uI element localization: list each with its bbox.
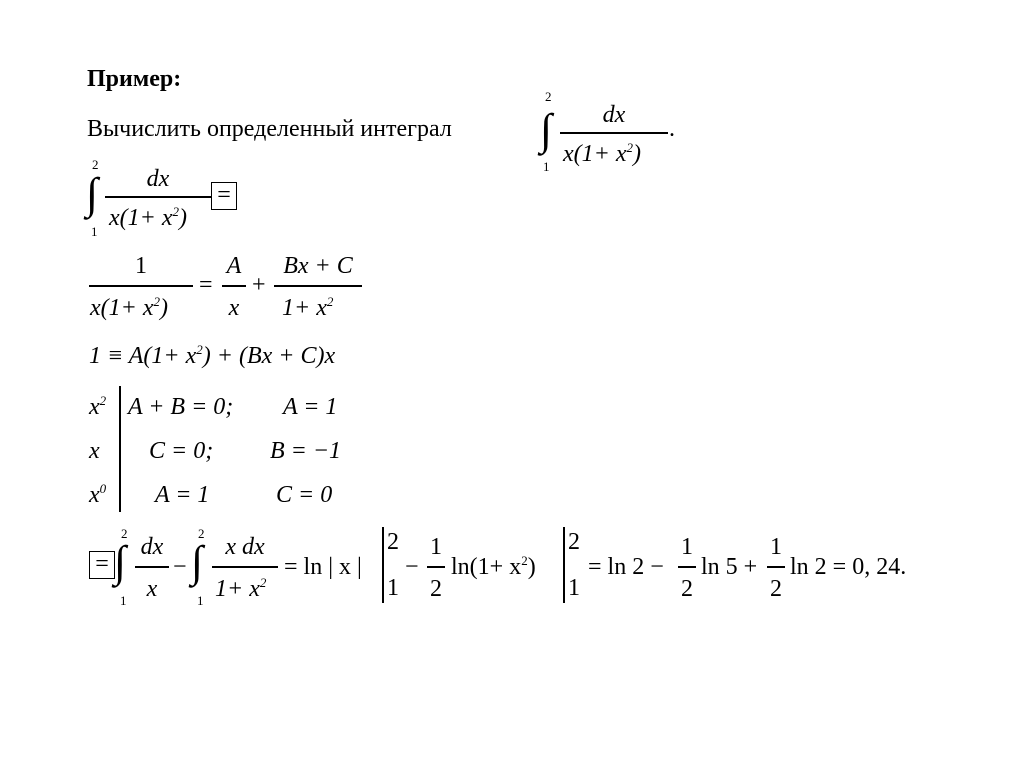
fraction-bar [222, 285, 246, 287]
denominator-exponent: 2 [153, 294, 160, 309]
separator-line [119, 386, 121, 512]
fraction-bar [427, 566, 445, 568]
row-label-base: x [89, 394, 100, 420]
left-denominator [90, 296, 168, 320]
fraction-bar [212, 566, 278, 568]
denominator-base: 1+ x [215, 576, 260, 602]
evaluation-bar [382, 527, 384, 603]
row-label-exponent: 0 [99, 481, 107, 496]
denominator-exponent: 2 [172, 204, 179, 219]
row-equation: C = 0; [149, 438, 214, 464]
denominator-base: x(1+ x [90, 295, 154, 321]
identity-equation [89, 344, 335, 368]
fraction-numerator: dx [602, 102, 626, 128]
example-heading: Пример: [87, 66, 182, 92]
row-result: A = 1 [283, 394, 338, 420]
final-result: ln 2 = 0, 24. [790, 554, 907, 580]
fraction-denominator [109, 206, 187, 230]
half-denominator: 2 [430, 576, 442, 602]
upper-limit: 2 [92, 157, 99, 172]
lower-limit: 1 [543, 159, 550, 174]
fraction-bar [767, 566, 785, 568]
identity-right: ) + (Bx + C)x [202, 343, 336, 369]
integral-sign: ∫ [540, 105, 553, 154]
fraction-denominator [215, 577, 266, 601]
row-equation: A + B = 0; [128, 394, 234, 420]
boxed-equals: = [89, 551, 115, 579]
row-label-base: x [89, 438, 100, 464]
denominator-base: x(1+ x [109, 205, 173, 231]
row-result: C = 0 [276, 482, 333, 508]
fraction-bar [274, 285, 362, 287]
ln-close: ) [527, 554, 536, 580]
upper-limit: 2 [198, 526, 205, 541]
denominator-exponent: 2 [326, 294, 334, 309]
ln5-plus: ln 5 + [701, 554, 758, 580]
lower-limit: 1 [91, 224, 98, 239]
eval-lower: 1 [568, 575, 580, 601]
fraction-bar [105, 196, 211, 198]
lower-limit: 1 [120, 593, 127, 608]
b-denominator [282, 296, 333, 320]
ln-expression [451, 555, 536, 579]
half-numerator: 1 [770, 534, 782, 560]
denominator-exponent: 2 [626, 140, 633, 155]
upper-limit: 2 [545, 89, 552, 104]
fraction-bar [678, 566, 696, 568]
fraction-bar [560, 132, 668, 134]
equals-sign: = [199, 272, 213, 298]
minus-sign: − [405, 554, 419, 580]
denominator-close: ) [633, 141, 641, 167]
denominator-exponent: 2 [259, 575, 267, 590]
minus-sign: − [173, 554, 187, 580]
denominator-base: x(1+ x [563, 141, 627, 167]
fraction-bar [135, 566, 169, 568]
left-numerator: 1 [135, 253, 147, 279]
period: . [669, 116, 675, 142]
integral-sign: ∫ [191, 537, 204, 586]
identity-exponent: 2 [196, 342, 203, 357]
half-denominator: 2 [770, 576, 782, 602]
eval-lower: 1 [387, 575, 399, 601]
fraction-numerator: dx [140, 534, 164, 560]
row-label [89, 439, 100, 463]
ln-base: ln(1+ x [451, 554, 522, 580]
denominator-base: 1+ x [282, 295, 327, 321]
fraction-denominator: x [146, 576, 158, 602]
b-numerator: Bx + C [283, 253, 353, 279]
denominator-close: ) [160, 295, 168, 321]
a-numerator: A [226, 253, 242, 279]
half-numerator: 1 [681, 534, 693, 560]
a-denominator: x [228, 295, 240, 321]
row-result: B = −1 [270, 438, 342, 464]
lower-limit: 1 [197, 593, 204, 608]
plus-sign: + [252, 272, 266, 298]
row-label-exponent: 2 [99, 393, 107, 408]
eval-upper: 2 [387, 529, 399, 555]
identity-left: 1 ≡ A(1+ x [89, 343, 197, 369]
eval-upper: 2 [568, 529, 580, 555]
fraction-numerator: dx [146, 166, 170, 192]
half-numerator: 1 [430, 534, 442, 560]
ln-exponent: 2 [521, 553, 528, 568]
ln-abs-x: = ln | x | [284, 554, 362, 580]
upper-limit: 2 [121, 526, 128, 541]
row-label [89, 483, 106, 507]
row-label [89, 395, 106, 419]
fraction-denominator [563, 142, 641, 166]
half-denominator: 2 [681, 576, 693, 602]
task-text: Вычислить определенный интеграл [87, 116, 452, 142]
row-equation: A = 1 [155, 482, 210, 508]
boxed-equals: = [211, 182, 237, 210]
row-label-base: x [89, 482, 100, 508]
integral-sign: ∫ [86, 169, 99, 218]
evaluation-bar [563, 527, 565, 603]
fraction-numerator: x dx [225, 534, 265, 560]
integral-sign: ∫ [114, 537, 127, 586]
fraction-bar [89, 285, 193, 287]
denominator-close: ) [179, 205, 187, 231]
ln2-minus: = ln 2 − [588, 554, 664, 580]
